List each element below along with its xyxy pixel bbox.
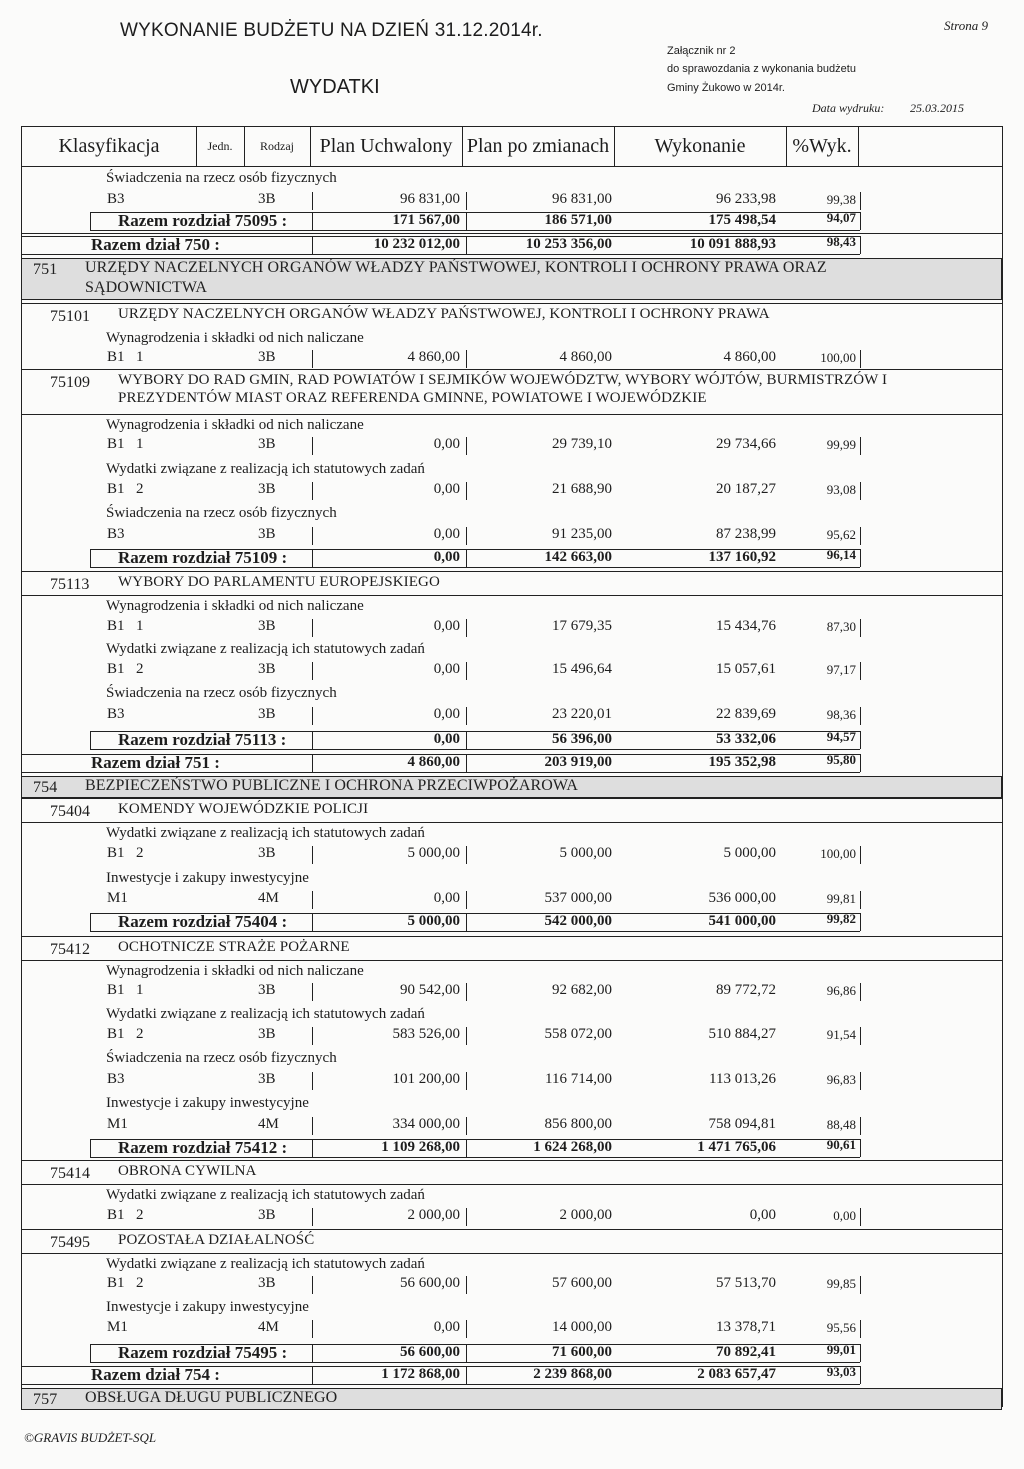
row-type: 3B [258,845,276,861]
row-tick [860,707,861,725]
attachment-line-1: Załącznik nr 2 [667,45,736,57]
total-plan: 0,00 [433,731,460,747]
row-execution: 510 884,27 [708,1026,776,1042]
row-description: Świadczenia na rzecz osób fizycznych [106,505,337,521]
total-plan-changed: 203 919,00 [544,754,612,770]
section-name-line-2: SĄDOWNICTWA [85,279,207,296]
footer: ©GRAVIS BUDŻET-SQL [24,1430,157,1445]
row-classification-sub: 1 [136,982,144,998]
row-percent: 87,30 [826,619,856,634]
row-plan: 4 860,00 [407,349,460,365]
row-type: 3B [258,349,276,365]
row-execution: 87 238,99 [716,526,776,542]
row-plan: 0,00 [433,706,460,722]
chapter-code: 75414 [50,1165,90,1182]
row-plan-changed: 4 860,00 [559,349,612,365]
attachment-line-3: Gminy Żukowo w 2014r. [667,82,785,94]
total-tick [860,212,861,230]
row-type: 3B [258,481,276,497]
total-percent: 99,82 [826,911,856,926]
total-execution: 195 352,98 [708,754,776,770]
row-type: 3B [258,1071,276,1087]
row-plan: 0,00 [433,661,460,677]
row-classification: B1 [107,481,125,497]
row-classification: B1 [107,845,125,861]
total-execution: 175 498,54 [708,212,776,228]
row-execution: 4 860,00 [723,349,776,365]
row-execution: 536 000,00 [708,890,776,906]
row-plan-changed: 91 235,00 [552,526,612,542]
section-name-line-1: OBSŁUGA DŁUGU PUBLICZNEGO [85,1389,338,1406]
row-plan: 96 831,00 [400,191,460,207]
row-classification-sub: 2 [136,481,144,497]
total-percent: 96,14 [826,547,856,562]
row-execution: 20 187,27 [716,481,776,497]
row-divider [21,960,1002,961]
total-tick [466,1139,467,1157]
chapter-code: 75101 [50,308,90,325]
total-plan: 10 232 012,00 [373,236,460,252]
chapter-name-line-2: PREZYDENTÓW MIAST ORAZ REFERENDA GMINNE, POWIATOWE I WOJEWÓDZKIE [118,390,707,406]
total-execution: 541 000,00 [708,913,776,929]
row-execution: 13 378,71 [716,1319,776,1335]
row-plan-changed: 5 000,00 [559,845,612,861]
row-classification-sub: 1 [136,349,144,365]
row-plan-changed: 17 679,35 [552,618,612,634]
row-tick [466,1027,467,1045]
total-plan-changed: 186 571,00 [544,212,612,228]
print-date-label: Data wydruku: [812,101,885,115]
total-execution: 1 471 765,06 [697,1139,776,1155]
section-name-line-1: URZĘDY NACZELNYCH ORGANÓW WŁADZY PAŃSTWOWEJ, KONTROLI I OCHRONY PRAWA ORAZ [85,259,827,276]
row-type: 4M [258,1116,279,1132]
total-tick [860,1139,861,1157]
total-label: Razem dział 750 : [91,235,220,254]
row-execution: 15 434,76 [716,618,776,634]
total-tick [466,1366,467,1384]
row-classification: B1 [107,618,125,634]
row-tick [860,437,861,455]
row-tick [466,350,467,368]
chapter-code: 75412 [50,941,90,958]
total-plan-changed: 1 624 268,00 [533,1139,612,1155]
row-description: Wydatki związane z realizacją ich statutowych zadań [106,1256,425,1272]
row-tick [466,527,467,545]
row-divider [21,822,1002,823]
chapter-name: URZĘDY NACZELNYCH ORGANÓW WŁADZY PAŃSTWOWEJ, KONTROLI I OCHRONY PRAWA [118,306,770,322]
row-plan-changed: 537 000,00 [544,890,612,906]
row-description: Inwestycje i zakupy inwestycyjne [106,870,309,886]
total-tick [466,236,467,254]
row-plan: 2 000,00 [407,1207,460,1223]
chapter-divider [21,571,1002,572]
total-plan-changed: 2 239 868,00 [533,1366,612,1382]
row-type: 3B [258,1026,276,1042]
total-plan-changed: 542 000,00 [544,913,612,929]
row-percent: 0,00 [833,1208,856,1223]
total-plan-changed: 56 396,00 [552,731,612,747]
total-tick [466,212,467,230]
row-percent: 88,48 [826,1117,856,1132]
page-number: Strona 9 [944,18,988,33]
chapter-name: OBRONA CYWILNA [118,1163,257,1179]
row-plan-changed: 14 000,00 [552,1319,612,1335]
row-plan: 5 000,00 [407,845,460,861]
row-description: Świadczenia na rzecz osób fizycznych [106,1050,337,1066]
row-plan-changed: 29 739,10 [552,436,612,452]
total-tick [860,1344,861,1362]
total-label: Razem rozdział 75113 : [118,730,287,749]
row-description: Wydatki związane z realizacją ich statutowych zadań [106,1006,425,1022]
col-rodzaj: Rodzaj [244,127,311,166]
row-tick [860,891,861,909]
total-plan-changed: 10 253 356,00 [525,236,612,252]
row-tick [466,707,467,725]
row-plan: 0,00 [433,526,460,542]
row-type: 4M [258,890,279,906]
chapter-divider [21,303,1002,304]
total-tick [466,731,467,749]
row-classification: B1 [107,1275,125,1291]
total-plan: 4 860,00 [407,754,460,770]
row-tick [860,192,861,210]
row-plan: 56 600,00 [400,1275,460,1291]
row-execution: 96 233,98 [716,191,776,207]
total-percent: 90,61 [826,1137,856,1152]
row-description: Wydatki związane z realizacją ich statutowych zadań [106,641,425,657]
total-tick [466,754,467,772]
row-classification: B1 [107,436,125,452]
row-plan: 101 200,00 [392,1071,460,1087]
row-plan: 0,00 [433,890,460,906]
row-tick [860,983,861,1001]
chapter-code: 75109 [50,374,90,391]
report-subtitle: WYDATKI [290,76,380,98]
row-percent: 99,38 [826,192,856,207]
row-execution: 5 000,00 [723,845,776,861]
row-type: 3B [258,982,276,998]
print-date: 25.03.2015 [910,101,964,115]
chapter-divider [21,1160,1002,1161]
total-tick [466,549,467,567]
row-tick [466,482,467,500]
chapter-code: 75404 [50,803,90,820]
col-pct: %Wyk. [786,127,859,166]
row-tick [860,1027,861,1045]
row-tick [466,983,467,1001]
row-type: 3B [258,618,276,634]
row-execution: 0,00 [749,1207,776,1223]
row-type: 3B [258,436,276,452]
row-plan: 90 542,00 [400,982,460,998]
row-tick [860,846,861,864]
row-classification: B1 [107,982,125,998]
total-plan-changed: 142 663,00 [544,549,612,565]
row-description: Wynagrodzenia i składki od nich naliczane [106,330,364,346]
row-classification: M1 [107,1319,128,1335]
total-execution: 10 091 888,93 [689,236,776,252]
total-label: Razem rozdział 75095 : [118,211,288,230]
frame-right [1002,166,1003,1407]
total-label: Razem rozdział 75495 : [118,1343,288,1362]
row-percent: 99,81 [826,891,856,906]
row-description: Wydatki związane z realizacją ich statutowych zadań [106,825,425,841]
col-klasyfikacja: Klasyfikacja [22,127,197,166]
row-plan: 583 526,00 [392,1026,460,1042]
chapter-name: KOMENDY WOJEWÓDZKIE POLICJI [118,801,369,817]
row-type: 4M [258,1319,279,1335]
total-tick [860,731,861,749]
row-tick [466,192,467,210]
row-percent: 100,00 [820,846,856,861]
row-type: 3B [258,191,276,207]
row-divider [21,1253,1002,1254]
row-plan-changed: 92 682,00 [552,982,612,998]
total-tick [860,236,861,254]
row-classification: B3 [107,1071,125,1087]
row-divider [21,595,1002,596]
row-tick [860,1208,861,1226]
total-label: Razem rozdział 75404 : [118,912,288,931]
row-classification-sub: 2 [136,1207,144,1223]
row-tick [466,846,467,864]
row-execution: 113 013,26 [709,1071,776,1087]
total-plan: 0,00 [433,549,460,565]
row-execution: 29 734,66 [716,436,776,452]
chapter-code: 75495 [50,1234,90,1251]
row-type: 3B [258,661,276,677]
row-tick [466,1320,467,1338]
row-percent: 100,00 [820,350,856,365]
row-description: Wynagrodzenia i składki od nich naliczane [106,598,364,614]
section-name-line-1: BEZPIECZEŃSTWO PUBLICZNE I OCHRONA PRZECIWPOŻAROWA [85,777,578,794]
total-execution: 70 892,41 [716,1344,776,1360]
row-plan-changed: 558 072,00 [544,1026,612,1042]
row-percent: 99,85 [826,1276,856,1291]
section-code: 751 [33,261,58,278]
total-tick [466,913,467,931]
row-tick [860,619,861,637]
row-plan: 0,00 [433,1319,460,1335]
row-percent: 98,36 [826,707,856,722]
row-tick [860,482,861,500]
row-classification: B3 [107,191,125,207]
section-code: 757 [33,1391,58,1408]
row-plan-changed: 116 714,00 [545,1071,612,1087]
row-classification-sub: 2 [136,661,144,677]
row-classification: B1 [107,349,125,365]
row-percent: 91,54 [826,1027,856,1042]
col-wykonanie: Wykonanie [614,127,787,166]
chapter-name-line-1: WYBORY DO RAD GMIN, RAD POWIATÓW I SEJMIKÓW WOJEWÓDZTW, WYBORY WÓJTÓW, BURMISTRZÓW I [118,372,888,388]
row-classification-sub: 2 [136,845,144,861]
row-type: 3B [258,706,276,722]
row-description: Wynagrodzenia i składki od nich naliczane [106,963,364,979]
row-percent: 95,56 [826,1320,856,1335]
row-type: 3B [258,1207,276,1223]
total-percent: 99,01 [826,1342,856,1357]
chapter-name: OCHOTNICZE STRAŻE POŻARNE [118,939,350,955]
row-percent: 93,08 [826,482,856,497]
row-plan: 334 000,00 [392,1116,460,1132]
row-plan-changed: 856 800,00 [544,1116,612,1132]
section-code: 754 [33,779,58,796]
row-description: Wydatki związane z realizacją ich statutowych zadań [106,461,425,477]
total-label: Razem dział 751 : [91,753,220,772]
row-classification-sub: 1 [136,436,144,452]
report-title: WYKONANIE BUDŻETU NA DZIEŃ 31.12.2014r. [120,20,543,41]
row-tick [860,1276,861,1294]
row-execution: 89 772,72 [716,982,776,998]
row-description: Inwestycje i zakupy inwestycyjne [106,1095,309,1111]
total-label: Razem rozdział 75412 : [118,1138,288,1157]
row-tick [466,1072,467,1090]
row-tick [860,1117,861,1135]
chapter-divider [21,936,1002,937]
row-execution: 57 513,70 [716,1275,776,1291]
row-tick [466,437,467,455]
total-plan: 1 172 868,00 [381,1366,460,1382]
row-plan: 0,00 [433,618,460,634]
total-plan: 171 567,00 [392,212,460,228]
total-tick [860,1366,861,1384]
total-tick [466,1344,467,1362]
row-classification: B1 [107,1207,125,1223]
total-tick [860,913,861,931]
row-classification: B1 [107,661,125,677]
row-description: Wynagrodzenia i składki od nich naliczane [106,417,364,433]
total-plan: 1 109 268,00 [381,1139,460,1155]
total-percent: 94,57 [826,729,856,744]
total-percent: 93,03 [826,1364,856,1379]
row-percent: 95,62 [826,527,856,542]
row-plan-changed: 21 688,90 [552,481,612,497]
row-divider [21,1184,1002,1185]
total-plan: 56 600,00 [400,1344,460,1360]
row-tick [860,1320,861,1338]
row-execution: 758 094,81 [708,1116,776,1132]
col-jedn: Jedn. [196,127,245,166]
total-execution: 137 160,92 [708,549,776,565]
chapter-divider [21,798,1002,799]
row-percent: 96,86 [826,983,856,998]
col-plan-po-zmianach: Plan po zmianach [462,127,615,166]
total-tick [860,549,861,567]
row-tick [466,891,467,909]
row-classification-sub: 1 [136,618,144,634]
row-type: 3B [258,526,276,542]
row-classification: B3 [107,706,125,722]
total-tick [860,754,861,772]
row-plan-changed: 96 831,00 [552,191,612,207]
attachment-line-2: do sprawozdania z wykonania budżetu [667,63,856,75]
chapter-divider [21,1229,1002,1230]
row-classification: B1 [107,1026,125,1042]
col-plan-uchwalony: Plan Uchwalony [310,127,463,166]
row-description: Świadczenia na rzecz osób fizycznych [106,170,337,186]
chapter-divider [21,369,1002,370]
row-plan-changed: 15 496,64 [552,661,612,677]
total-label: Razem rozdział 75109 : [118,548,288,567]
row-execution: 22 839,69 [716,706,776,722]
total-percent: 95,80 [826,752,856,767]
row-description: Świadczenia na rzecz osób fizycznych [106,685,337,701]
total-percent: 94,07 [826,210,856,225]
row-percent: 97,17 [826,662,856,677]
row-plan-changed: 23 220,01 [552,706,612,722]
row-tick [466,1117,467,1135]
row-tick [860,527,861,545]
row-percent: 99,99 [826,437,856,452]
row-plan-changed: 57 600,00 [552,1275,612,1291]
row-tick [466,662,467,680]
chapter-name: WYBORY DO PARLAMENTU EUROPEJSKIEGO [118,574,440,590]
row-plan: 0,00 [433,436,460,452]
chapter-name: POZOSTAŁA DZIAŁALNOŚĆ [118,1232,315,1248]
total-execution: 53 332,06 [716,731,776,747]
total-percent: 98,43 [826,234,856,249]
row-tick [466,619,467,637]
total-plan-changed: 71 600,00 [552,1344,612,1360]
row-classification-sub: 2 [136,1275,144,1291]
row-tick [466,1208,467,1226]
total-plan: 5 000,00 [407,913,460,929]
row-percent: 96,83 [826,1072,856,1087]
row-classification-sub: 2 [136,1026,144,1042]
row-classification: M1 [107,1116,128,1132]
row-tick [466,1276,467,1294]
row-tick [860,662,861,680]
row-description: Inwestycje i zakupy inwestycyjne [106,1299,309,1315]
row-type: 3B [258,1275,276,1291]
row-tick [860,350,861,368]
row-tick [860,1072,861,1090]
row-classification: B3 [107,526,125,542]
total-label: Razem dział 754 : [91,1365,220,1384]
row-execution: 15 057,61 [716,661,776,677]
row-plan-changed: 2 000,00 [559,1207,612,1223]
total-execution: 2 083 657,47 [697,1366,776,1382]
row-divider [21,414,1002,415]
column-header [21,126,1003,167]
row-description: Wydatki związane z realizacją ich statutowych zadań [106,1187,425,1203]
chapter-code: 75113 [50,576,90,593]
row-plan: 0,00 [433,481,460,497]
row-classification: M1 [107,890,128,906]
